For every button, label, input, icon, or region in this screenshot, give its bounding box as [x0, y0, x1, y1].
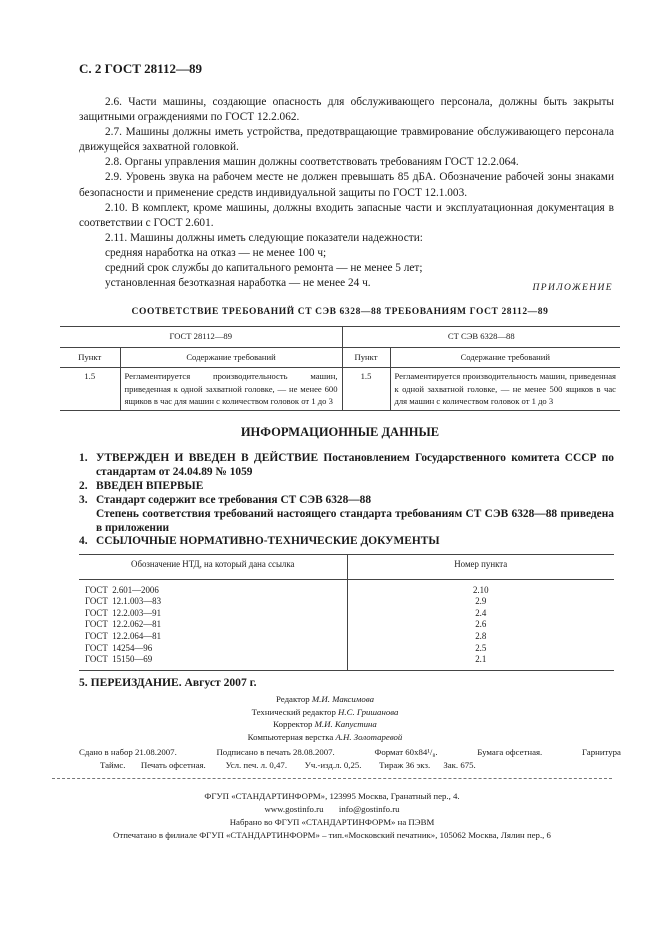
ntd-point-header: Номер пункта [347, 555, 614, 580]
info-approved: УТВЕРЖДЕН И ВВЕДЕН В ДЕЙСТВИЕ Постановлением Государственного комитета СССР по стандартам от 24.04.89 № 1059 [96, 452, 614, 478]
printed-note: Отпечатано в филиале ФГУП «СТАНДАРТИНФОРМ» – тип.«Московский печатник», 105062 Москва, Лялин пер., 6 [113, 830, 551, 840]
info-reference-docs: ССЫЛОЧНЫЕ НОРМАТИВНО-ТЕХНИЧЕСКИЕ ДОКУМЕНТЫ [96, 535, 440, 548]
paragraph-2-6: 2.6. Части машины, создающие опасность для обслуживающего персонала, должны быть закрыты защитными ограждениями по ГОСТ 12.2.062. [79, 96, 614, 124]
ntd-ref-header: Обозначение НТД, на который дана ссылка [79, 555, 347, 580]
table-row: ГОСТ 15150—69 2.1 [79, 654, 614, 670]
info-item: 4. ССЫЛОЧНЫЕ НОРМАТИВНО-ТЕХНИЧЕСКИЕ ДОКУМЕНТЫ [79, 535, 614, 549]
stsev-requirement: Регламентируется производительность машин, приведенная к одной захватной головке, — не менее 500 ящиков в час для машин с количеством головок от 1 до 3 [390, 368, 620, 411]
paragraph-2-11: 2.11. Машины должны иметь следующие показатели надежности: [105, 231, 423, 244]
imprint-line-1: Сдано в набор 21.08.2007. Подписано в печать 28.08.2007. Формат 60х84¹/₈. Бумага офсетная. Гарнитура [79, 747, 621, 757]
table-row: ГОСТ 2.601—2006 2.10 [79, 579, 614, 596]
paragraph-2-10: 2.10. В комплект, кроме машины, должны входить запасные части и эксплуатационная документация в соответствии с ГОСТ 2.601. [79, 201, 614, 229]
publisher-email: info@gostinfo.ru [338, 804, 400, 814]
info-first-introduced: ВВЕДЕН ВПЕРВЫЕ [96, 479, 204, 492]
info-item: 3. Стандарт содержит все требования СТ СЭВ 6328—88 [79, 494, 614, 508]
point-header: Пункт [60, 347, 120, 368]
point-header: Пункт [342, 347, 390, 368]
table-row: ГОСТ 14254—96 2.5 [79, 643, 614, 655]
stsev-column-header: СТ СЭВ 6328—88 [342, 327, 620, 348]
gost-column-header: ГОСТ 28112—89 [60, 327, 342, 348]
page-header: С. 2 ГОСТ 28112—89 [79, 61, 202, 76]
paragraph-2-7: 2.7. Машины должны иметь устройства, предотвращающие травмирование обслуживающего персонала движущейся захватной головкой. [79, 126, 614, 154]
publisher-address: ФГУП «СТАНДАРТИНФОРМ», 123995 Москва, Гранатный пер., 4. [204, 791, 460, 801]
reliability-line: установленная безотказная наработка — не менее 24 ч. [105, 277, 371, 290]
stsev-point: 1.5 [342, 368, 390, 411]
publisher-site: www.gostinfo.ru [264, 804, 324, 814]
content-header: Содержание требований [390, 347, 620, 368]
credit-tech-editor: Технический редактор Н.С. Гришанова [251, 706, 399, 717]
table-row [60, 368, 620, 411]
info-item: 2. ВВЕДЕН ВПЕРВЫЕ [79, 480, 614, 494]
requirements-section [79, 95, 614, 291]
gost-requirement: Регламентируется производительность машин, приведенная к одной захватной головке, — не менее 600 ящиков в час для машин с количеством головок от 1 до 3 [120, 368, 342, 411]
table-row: ГОСТ 12.2.062—81 2.6 [79, 619, 614, 631]
publisher-footer [52, 790, 612, 842]
reference-docs-table [79, 554, 614, 671]
info-item: 1. УТВЕРЖДЕН И ВВЕДЕН В ДЕЙСТВИЕ Постановлением Государственного комитета СССР по стандартам от 24.04.89 № 1059 [79, 452, 614, 478]
credit-layout: Компьютерная верстка А.Н. Золотаревой [247, 731, 403, 742]
credit-proofreader: Корректор М.И. Капустина [273, 719, 377, 729]
table-row: ГОСТ 12.2.064—81 2.8 [79, 631, 614, 643]
info-data-section [79, 452, 614, 549]
typeset-note: Набрано во ФГУП «СТАНДАРТИНФОРМ» на ПЭВМ [229, 817, 435, 827]
content-header: Содержание требований [120, 347, 342, 368]
paragraph-2-8: 2.8. Органы управления машин должны соответствовать требованиям ГОСТ 12.2.064. [105, 156, 519, 169]
imprint-line-2: Таймс. Печать офсетная. Усл. печ. л. 0,47. Уч.-изд.л. 0,25. Тираж 36 экз. Зак. 675. [100, 760, 476, 770]
reliability-line: средняя наработка на отказ — не менее 100 ч; [105, 246, 327, 259]
table-row: ГОСТ 12.2.003—91 2.4 [79, 608, 614, 620]
info-contains-requirements: Стандарт содержит все требования СТ СЭВ 6328—88 [96, 493, 372, 506]
reliability-line: средний срок службы до капитального ремонта — не менее 5 лет; [105, 262, 423, 275]
correspondence-table [60, 326, 620, 411]
reissue-note: 5. ПЕРЕИЗДАНИЕ. Август 2007 г. [79, 676, 257, 689]
divider [52, 778, 612, 779]
gost-point: 1.5 [60, 368, 120, 411]
credit-editor: Редактор М.И. Максимова [276, 694, 374, 704]
paragraph-2-9: 2.9. Уровень звука на рабочем месте не должен превышать 85 дБА. Обозначение рабочей зоны знаками безопасности и применение средств индивидуальной защиты по ГОСТ 12.1.003. [79, 171, 614, 199]
editorial-credits [170, 693, 480, 743]
info-correspondence-note: Степень соответствия требований настоящего стандарта требованиям СТ СЭВ 6328—88 приведена в приложении [96, 507, 614, 534]
appendix-label: ПРИЛОЖЕНИЕ [532, 283, 613, 293]
table-row: ГОСТ 12.1.003—83 2.9 [79, 596, 614, 608]
publisher-contacts [52, 803, 612, 816]
info-data-title: ИНФОРМАЦИОННЫЕ ДАННЫЕ [240, 425, 440, 439]
appendix-title: СООТВЕТСТВИЕ ТРЕБОВАНИЙ СТ СЭВ 6328—88 ТРЕБОВАНИЯМ ГОСТ 28112—89 [131, 307, 549, 317]
